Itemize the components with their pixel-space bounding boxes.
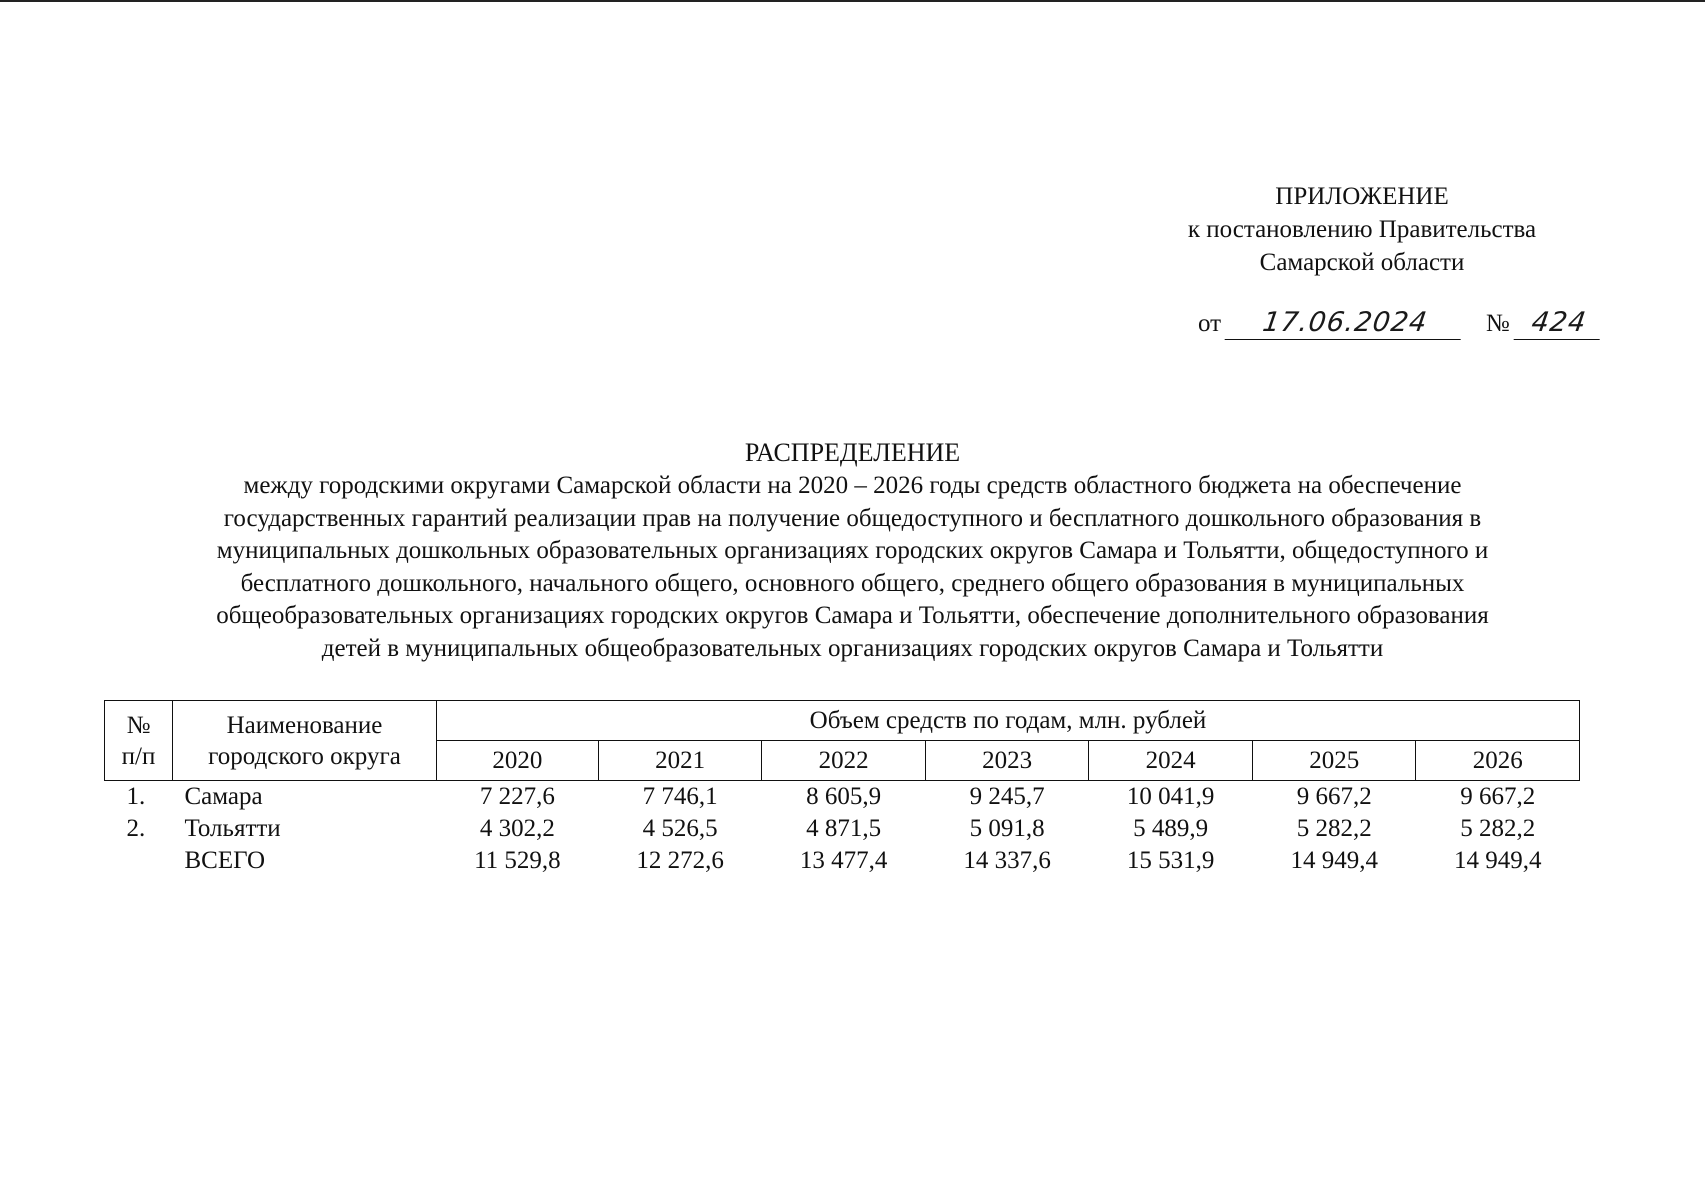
value-cell: 4 302,2 (479, 815, 555, 842)
number-label: № (1485, 310, 1510, 337)
value-cell: 4 526,5 (642, 815, 718, 842)
annex-line-1: к постановлению Правительства (1187, 216, 1537, 243)
column-group-header: Объем средств по годам, млн. рублей (437, 701, 1580, 741)
subtitle-line: общеобразовательных организациях городских округов Самара и Тольятти, обеспечение дополнительного образования (216, 602, 1489, 629)
year-header: 2024 (1089, 741, 1253, 781)
value-cell: 10 041,9 (1126, 783, 1215, 810)
annex-line-2: Самарской области (1259, 249, 1465, 276)
table-header-row (105, 701, 1580, 741)
row-number: 2. (126, 815, 146, 842)
district-name: Тольятти (184, 815, 281, 842)
district-name: Самара (184, 783, 263, 810)
subtitle-line: государственных гарантий реализации прав на получение общедоступного и бесплатного дошкольного образования в (223, 504, 1482, 532)
value-cell: 14 337,6 (963, 847, 1051, 874)
value-cell: 5 091,8 (969, 815, 1045, 842)
column-header-district: Наименование городского округа (173, 701, 437, 781)
annex-block (1132, 180, 1592, 279)
value-cell: 9 667,2 (1296, 783, 1372, 810)
row-number (105, 845, 173, 877)
value-cell: 5 282,2 (1460, 815, 1536, 842)
value-cell: 14 949,4 (1453, 847, 1542, 874)
value-cell: 4 871,5 (806, 815, 882, 842)
value-cell: 7 227,6 (479, 783, 555, 810)
year-header: 2025 (1252, 741, 1416, 781)
page-top-edge-line (0, 0, 1705, 2)
annex-title: ПРИЛОЖЕНИЕ (1275, 183, 1449, 210)
value-cell: 13 477,4 (799, 847, 888, 874)
subtitle-line: муниципальных дошкольных образовательных организациях городских округов Самара и Тольятти, общедоступного и (216, 537, 1489, 564)
value-cell: 9 245,7 (969, 783, 1045, 810)
year-header: 2023 (925, 741, 1089, 781)
subtitle-line: бесплатного дошкольного, начального общего, основного общего, среднего общего образования в муниципальных (240, 569, 1465, 597)
value-cell: 8 605,9 (806, 783, 882, 810)
row-number: 1. (126, 783, 146, 810)
value-cell: 14 949,4 (1290, 847, 1378, 874)
document-subtitle (100, 470, 1605, 665)
value-cell: 15 531,9 (1126, 847, 1215, 874)
year-header: 2021 (598, 741, 762, 781)
table-row (105, 813, 1580, 845)
handwritten-date: 17.06.2024 (1225, 306, 1466, 340)
year-header: 2026 (1416, 741, 1580, 781)
handwritten-number: 424 (1514, 306, 1605, 340)
value-cell: 5 489,9 (1133, 815, 1209, 842)
distribution-table (104, 700, 1580, 877)
value-cell: 12 272,6 (636, 847, 724, 874)
from-label: от (1198, 310, 1222, 337)
value-cell: 7 746,1 (642, 783, 718, 810)
table-total-row (105, 845, 1580, 877)
value-cell: 9 667,2 (1460, 783, 1536, 810)
subtitle-line: детей в муниципальных общеобразовательных организациях городских округов Самара и Тольятти (321, 634, 1384, 662)
year-header: 2022 (762, 741, 926, 781)
value-cell: 5 282,2 (1296, 815, 1372, 842)
value-cell: 11 529,8 (474, 847, 561, 874)
annex-date-line (1198, 306, 1588, 340)
document-title: РАСПРЕДЕЛЕНИЕ (744, 438, 961, 467)
column-header-number: № п/п (105, 701, 173, 781)
table-row (105, 781, 1580, 814)
total-label: ВСЕГО (184, 847, 266, 874)
subtitle-line: между городскими округами Самарской области на 2020 – 2026 годы средств областного бюджета на обеспечение (243, 472, 1462, 499)
year-header: 2020 (437, 741, 599, 781)
